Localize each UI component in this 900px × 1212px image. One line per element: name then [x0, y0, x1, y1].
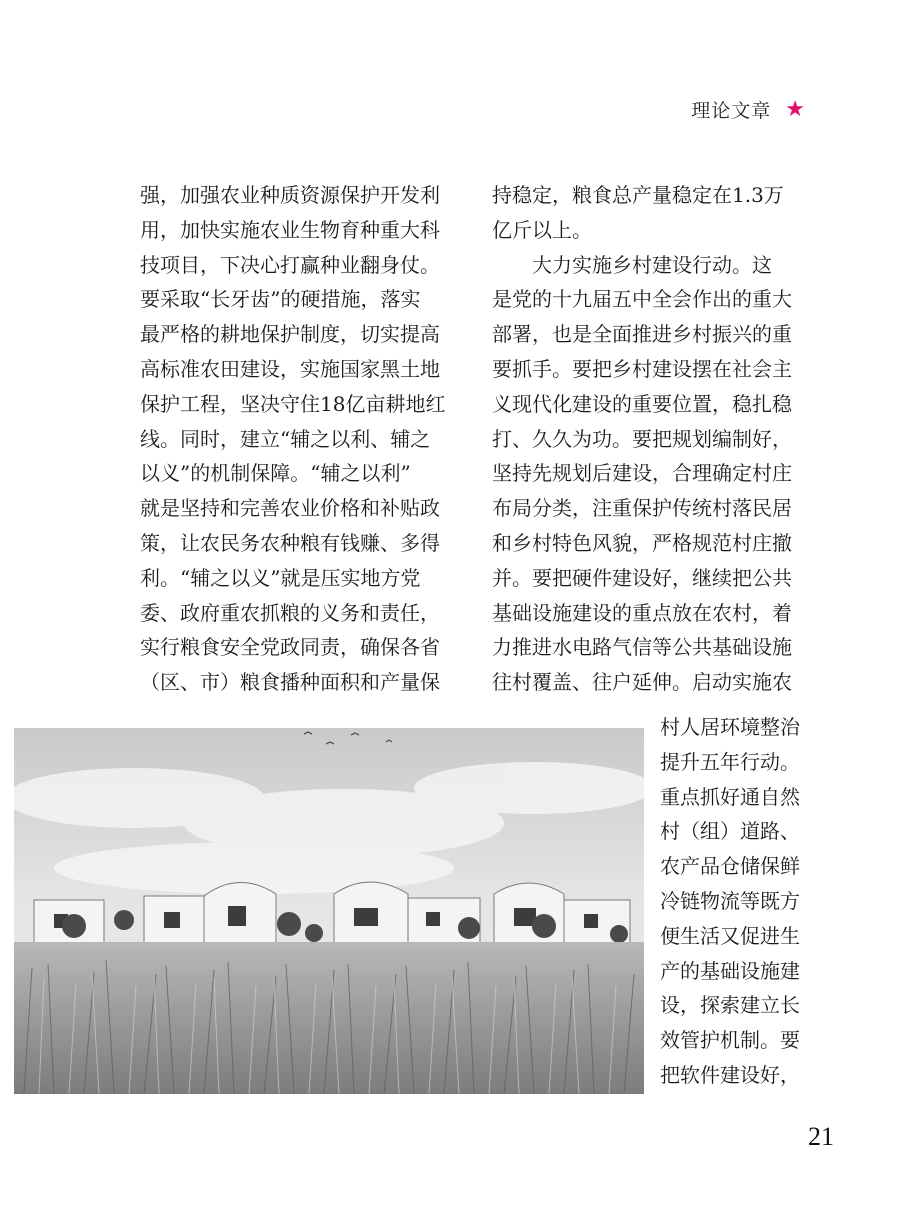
village-field-photo	[14, 728, 644, 1094]
text-line: 策，让农民务农种粮有钱赚、多得	[140, 530, 440, 555]
text-line: 并。要把硬件建设好，继续把公共	[492, 565, 792, 590]
text-line: 就是坚持和完善农业价格和补贴政	[140, 496, 440, 521]
text-line: 强，加强农业种质资源保护开发利	[140, 183, 440, 207]
text-line: 便生活又促进生	[660, 923, 800, 948]
text-line: 实行粮食安全党政同责，确保各省	[140, 635, 440, 660]
text-line: 线。同时，建立“辅之以利、辅之	[140, 426, 431, 451]
text-line: 村人居环境整治	[660, 715, 800, 739]
text-line: 布局分类，注重保护传统村落民居	[492, 496, 792, 521]
paragraph-start-line: 大力实施乡村建设行动。这	[532, 252, 772, 277]
text-line: 坚持先规划后建设，合理确定村庄	[492, 461, 792, 486]
text-line: 力推进水电路气信等公共基础设施	[492, 635, 792, 660]
text-line: 保护工程，坚决守住18亿亩耕地红	[140, 391, 446, 416]
text-line: 是党的十九届五中全会作出的重大	[492, 287, 792, 312]
left-column	[140, 178, 452, 700]
text-line: 产的基础设施建	[660, 958, 800, 983]
text-line: 要抓手。要把乡村建设摆在社会主	[492, 356, 792, 381]
text-line: 村（组）道路、	[660, 819, 800, 844]
text-line: 重点抓好通自然	[660, 784, 800, 809]
star-icon: ★	[785, 96, 805, 122]
text-line: 高标准农田建设，实施国家黑土地	[140, 356, 440, 381]
text-line: 提升五年行动。	[660, 749, 800, 774]
section-title: 理论文章	[691, 100, 772, 122]
text-line: 冷链物流等既方	[660, 888, 800, 913]
text-line: 基础设施建设的重点放在农村，着	[492, 600, 792, 625]
text-line: （区、市）粮食播种面积和产量保	[140, 670, 440, 695]
narrow-column	[660, 710, 806, 1093]
text-line: 利。“辅之以义”就是压实地方党	[140, 565, 421, 590]
page-number: 21	[808, 1122, 834, 1151]
text-line: 义现代化建设的重要位置，稳扎稳	[492, 391, 792, 416]
text-line: 效管护机制。要	[660, 1028, 800, 1053]
text-line: 以义”的机制保障。“辅之以利”	[140, 461, 411, 486]
text-line: 亿斤以上。	[492, 217, 592, 242]
text-line: 设，探索建立长	[660, 993, 800, 1018]
text-line: 委、政府重农抓粮的义务和责任，	[140, 600, 440, 625]
text-line: 要采取“长牙齿”的硬措施，落实	[140, 287, 421, 312]
text-line: 技项目，下决心打赢种业翻身仗。	[140, 252, 440, 277]
text-line: 把软件建设好，	[660, 1062, 800, 1087]
text-line: 最严格的耕地保护制度，切实提高	[140, 322, 440, 347]
text-line: 往村覆盖、往户延伸。启动实施农	[492, 670, 792, 695]
section-header	[691, 96, 805, 123]
text-line: 打、久久为功。要把规划编制好，	[492, 426, 792, 451]
text-line: 部署，也是全面推进乡村振兴的重	[492, 322, 792, 347]
text-line: 农产品仓储保鲜	[660, 854, 800, 879]
right-column	[492, 178, 806, 700]
text-line: 和乡村特色风貌，严格规范村庄撤	[492, 530, 792, 555]
text-line: 用，加快实施农业生物育种重大科	[140, 217, 440, 242]
text-line: 持稳定，粮食总产量稳定在1.3万	[492, 183, 784, 207]
